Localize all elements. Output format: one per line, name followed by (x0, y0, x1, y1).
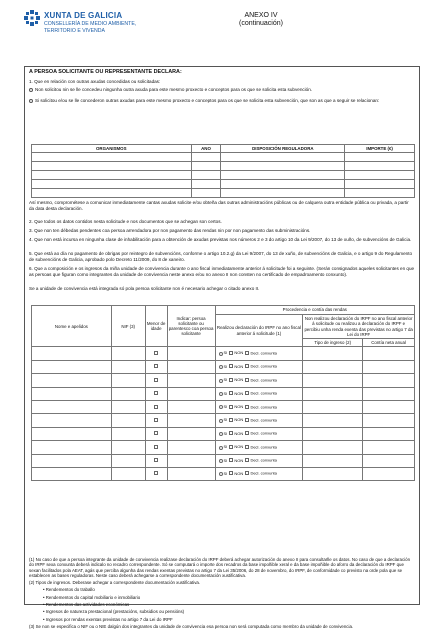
minor-checkbox[interactable] (154, 431, 158, 435)
table-row[interactable] (32, 427, 415, 440)
income-type-3: • Rendementos das actividades económicas (43, 601, 130, 607)
income-type-1: • Rendementos do traballo (43, 587, 95, 593)
cell-minor[interactable] (145, 414, 167, 427)
radio-no[interactable] (229, 351, 233, 355)
option-no-aid[interactable]: Non solicitou nin se lle concedeu ningunha outra axuda para este mesmo proxecto e conceptos para os que se solicita esta subvención. (29, 87, 415, 93)
label-yes: SI (223, 470, 228, 476)
joint-checkbox[interactable] (245, 431, 249, 435)
table-row[interactable] (32, 171, 415, 180)
minor-checkbox[interactable] (154, 405, 158, 409)
cell-relationship[interactable] (167, 467, 215, 480)
label-no: NON (234, 390, 244, 396)
declaration-form (24, 66, 420, 629)
cell-relationship[interactable] (167, 374, 215, 387)
col-irpf: Realizou declaración do IRPF no ano fiscal anterior á solicitude (1) (215, 315, 303, 347)
label-yes: SI (223, 417, 228, 423)
form-title: A PERSOA SOLICITANTE OU REPRESENTANTE DECLARA: (29, 69, 182, 75)
cell-irpf (215, 360, 303, 373)
cell-name[interactable] (32, 387, 112, 400)
footnote-2: (2) Tipos de ingresos. Deberase achegar a correspondente documentación xustificativa. (29, 580, 201, 586)
label-no: NON (234, 350, 244, 356)
declaration-4: 4. Que non está incursa en ningunha clase de inhabilitación para a obtención de axudas previstas nos números 2 e 3 do artigo 10 da Lei 9/2007, do 13 de xuño, de subvencións de Galicia. (29, 237, 412, 242)
table-row[interactable] (32, 162, 415, 171)
cell-nif[interactable] (111, 400, 145, 413)
col-importe: IMPORTE (€) (345, 145, 415, 153)
radio-no[interactable] (229, 364, 233, 368)
label-yes: SI (223, 444, 228, 450)
footnotes (29, 557, 415, 631)
label-no: NON (234, 457, 244, 463)
logo-name: XUNTA DE GALICIA (44, 11, 123, 20)
cell-income-type[interactable] (303, 414, 363, 427)
col-name: Nome e apelidos (32, 306, 112, 347)
cell-nif[interactable] (111, 414, 145, 427)
col-disposicion: DISPOSICIÓN REGULADORA (221, 145, 345, 153)
table-row[interactable] (32, 347, 415, 360)
cell-name[interactable] (32, 441, 112, 454)
cell-net-amount[interactable] (363, 467, 415, 480)
radio-yes[interactable] (219, 365, 223, 369)
label-joint: Decl. conxunta (250, 417, 277, 423)
minor-checkbox[interactable] (154, 445, 158, 449)
radio-no[interactable] (229, 471, 233, 475)
label-no: NON (234, 470, 244, 476)
logo-subtitle-2: TERRITORIO E VIVENDA (44, 27, 106, 34)
cell-income-type[interactable] (303, 347, 363, 360)
income-type-2: • Rendementos do capital mobiliario e inmobiliario (43, 594, 141, 600)
label-joint: Decl. conxunta (250, 470, 277, 476)
radio-no[interactable] (229, 431, 233, 435)
label-yes: SI (223, 390, 228, 396)
minor-checkbox[interactable] (154, 471, 158, 475)
cell-nif[interactable] (111, 427, 145, 440)
cell-irpf (215, 347, 303, 360)
cell-name[interactable] (32, 360, 112, 373)
label-joint: Decl. conxunta (250, 377, 277, 383)
cell-irpf (215, 414, 303, 427)
annex-title: ANEXO IV (244, 12, 278, 19)
radio-yes[interactable] (219, 392, 223, 396)
label-joint: Decl. conxunta (250, 403, 277, 409)
joint-checkbox[interactable] (245, 378, 249, 382)
cell-irpf (215, 427, 303, 440)
label-joint: Decl. conxunta (250, 444, 277, 450)
label-joint: Decl. conxunta (250, 430, 277, 436)
cell-name[interactable] (32, 427, 112, 440)
cell-net-amount[interactable] (363, 347, 415, 360)
footnote-3: (3) Se non se especifica o NIF ou o NIE dalgún dos integrantes da unidade de convivencia esa persoa non será computada como membro da unidade de convivencia. (29, 623, 354, 629)
cell-irpf (215, 454, 303, 467)
question-1: 1. Que en relación con outras axudas concedidas ou solicitadas: (29, 79, 161, 84)
minor-checkbox[interactable] (154, 391, 158, 395)
cell-nif[interactable] (111, 387, 145, 400)
cell-nif[interactable] (111, 360, 145, 373)
col-relationship: Indicar: persoa solicitante ou parentesco coa persoa solicitante (167, 306, 215, 347)
option-other-aid[interactable]: Si solicitou e/ou se lle concederon outras axudas para este mesmo proxecto e conceptos para os que se solicita esta subvención, que son as que a seguir se relacionan: (29, 98, 415, 104)
cell-income-type[interactable] (303, 387, 363, 400)
radio-no[interactable] (229, 418, 233, 422)
radio-yes[interactable] (219, 459, 223, 463)
cell-minor[interactable] (145, 427, 167, 440)
cell-net-amount[interactable] (363, 400, 415, 413)
table-row[interactable] (32, 153, 415, 162)
cell-income-type[interactable] (303, 360, 363, 373)
cell-income-type[interactable] (303, 454, 363, 467)
radio-yes[interactable] (219, 419, 223, 423)
logo-subtitle-1: CONSELLERÍA DE MEDIO AMBIENTE, (44, 20, 137, 27)
cell-nif[interactable] (111, 454, 145, 467)
cell-net-amount[interactable] (363, 387, 415, 400)
label-yes: SI (223, 377, 228, 383)
cell-irpf (215, 467, 303, 480)
minor-checkbox[interactable] (154, 364, 158, 368)
minor-checkbox[interactable] (154, 458, 158, 462)
page-header (24, 10, 420, 50)
cell-income-type[interactable] (303, 427, 363, 440)
col-ano: ANO (191, 145, 221, 153)
cell-relationship[interactable] (167, 400, 215, 413)
radio-no[interactable] (229, 445, 233, 449)
cell-net-amount[interactable] (363, 427, 415, 440)
joint-checkbox[interactable] (245, 351, 249, 355)
minor-checkbox[interactable] (154, 351, 158, 355)
cell-net-amount[interactable] (363, 454, 415, 467)
label-no: NON (234, 363, 244, 369)
label-yes: SI (223, 350, 228, 356)
cell-income-type[interactable] (303, 441, 363, 454)
label-no: NON (234, 377, 244, 383)
declaration-5: 5. Que está ao día no pagamento de obrigas por reintegro de subvencións, conforme o artigo 10.2.g) da Lei 9/2007, do 13 de xuño, de subvencións de Galicia, e o artigo 9 do Regulamento de subvencións de Galicia, aprobado polo Decreto 11/2009, do 8 de xaneiro. (29, 251, 413, 262)
radio-yes[interactable] (219, 432, 223, 436)
col-organismos: ORGANISMOS (32, 145, 192, 153)
cell-minor[interactable] (145, 347, 167, 360)
cell-name[interactable] (32, 400, 112, 413)
radio-no[interactable] (229, 458, 233, 462)
label-yes: SI (223, 430, 228, 436)
cell-minor[interactable] (145, 360, 167, 373)
table-row[interactable] (32, 360, 415, 373)
radio-yes[interactable] (219, 379, 223, 383)
radio-no-aid[interactable] (29, 88, 33, 92)
declaration-6: 6. Que a composición e os ingresos da miña unidade de convivencia durante o ano fiscal inmediatamente anterior á solicitude foi a seguinte. (Serán consignados aqueles solicitantes en que as persoas que figuran como integrantes da unidade de convivencia neste anexo e/ou no anexo II non consten no certificado de empadroamento conxunto). (29, 266, 415, 277)
cell-minor[interactable] (145, 441, 167, 454)
label-joint: Decl. conxunta (250, 457, 277, 463)
cell-minor[interactable] (145, 374, 167, 387)
cell-nif[interactable] (111, 347, 145, 360)
income-type-4: • Ingresos de natureza prestacional (prestacións, subsidios ou pensións) (43, 609, 185, 615)
minor-checkbox[interactable] (154, 378, 158, 382)
cell-net-amount[interactable] (363, 360, 415, 373)
joint-checkbox[interactable] (245, 418, 249, 422)
col-nif: NIF (3) (111, 306, 145, 347)
table-row[interactable] (32, 467, 415, 480)
label-yes: SI (223, 363, 228, 369)
col-income-group: Procedencia e contía das rendas (215, 306, 414, 315)
table-row[interactable] (32, 189, 415, 198)
cell-nif[interactable] (111, 467, 145, 480)
cell-irpf (215, 441, 303, 454)
table-row[interactable] (32, 387, 415, 400)
cell-name[interactable] (32, 414, 112, 427)
cell-name[interactable] (32, 454, 112, 467)
table-row[interactable] (32, 374, 415, 387)
declaration-2: 2. Que todos os datos contidos nesta solicitude e nos documentos que se achegan son certos. (29, 219, 222, 224)
cell-relationship[interactable] (167, 387, 215, 400)
table-row[interactable] (32, 441, 415, 454)
radio-no[interactable] (229, 391, 233, 395)
unit-note: Se a unidade de convivencia está integrada só pola persoa solicitante non é necesario achegar o citado anexo II. (29, 286, 260, 291)
cell-net-amount[interactable] (363, 414, 415, 427)
cell-irpf (215, 374, 303, 387)
cell-irpf (215, 400, 303, 413)
joint-checkbox[interactable] (245, 364, 249, 368)
table-row[interactable] (32, 180, 415, 189)
household-table (31, 305, 415, 481)
label-no: NON (234, 403, 244, 409)
col-income-type: Tipo de ingreso (2) (303, 339, 363, 347)
radio-no[interactable] (229, 378, 233, 382)
xunta-logo-icon (24, 10, 40, 26)
declaration-3: 3. Que non ten débedas pendentes coa persoa arrendadora por non pagamento das rendas nin por non pagamento das subministracións. (29, 228, 311, 233)
cell-relationship[interactable] (167, 441, 215, 454)
joint-checkbox[interactable] (245, 391, 249, 395)
cell-income-type[interactable] (303, 400, 363, 413)
label-joint: Decl. conxunta (250, 350, 277, 356)
col-no-irpf: Non realizou declaración do IRPF no ano fiscal anterior á solicitude ou realizou a declaración do IRPF e percibiu unha renda exenta das previstas no artigo 7 da Lei do IRPF (304, 316, 413, 337)
aid-table (31, 144, 415, 198)
cell-relationship[interactable] (167, 454, 215, 467)
annex-heading (216, 12, 306, 29)
cell-relationship[interactable] (167, 427, 215, 440)
income-type-5: • Ingresos por rendas exentas previstas no artigo 7 da Lei do IRPF (43, 616, 173, 622)
radio-other-aid[interactable] (29, 99, 33, 103)
cell-income-type[interactable] (303, 374, 363, 387)
commitment-text: Así mesmo, comprométese a comunicar inmediatamente cantas axudas solicite e/ou obteña das outras administracións públicas ou de calquera outra entidade pública ou privada, a partir da data desta declaración. (29, 200, 409, 211)
cell-relationship[interactable] (167, 360, 215, 373)
cell-relationship[interactable] (167, 347, 215, 360)
cell-minor[interactable] (145, 400, 167, 413)
col-minor: Menor de idade (145, 306, 167, 347)
label-yes: SI (223, 457, 228, 463)
table-row[interactable] (32, 454, 415, 467)
cell-income-type[interactable] (303, 467, 363, 480)
label-joint: Decl. conxunta (250, 390, 277, 396)
col-net-amount: Contía neta anual (363, 339, 415, 347)
cell-nif[interactable] (111, 374, 145, 387)
radio-yes[interactable] (219, 405, 223, 409)
cell-nif[interactable] (111, 441, 145, 454)
joint-checkbox[interactable] (245, 471, 249, 475)
cell-minor[interactable] (145, 467, 167, 480)
cell-minor[interactable] (145, 454, 167, 467)
cell-name[interactable] (32, 347, 112, 360)
cell-minor[interactable] (145, 387, 167, 400)
table-row[interactable] (32, 400, 415, 413)
label-no: NON (234, 417, 244, 423)
minor-checkbox[interactable] (154, 418, 158, 422)
radio-yes[interactable] (219, 446, 223, 450)
joint-checkbox[interactable] (245, 458, 249, 462)
label-joint: Decl. conxunta (250, 363, 277, 369)
table-row[interactable] (32, 414, 415, 427)
joint-checkbox[interactable] (245, 445, 249, 449)
cell-name[interactable] (32, 374, 112, 387)
cell-irpf (215, 387, 303, 400)
radio-yes[interactable] (219, 472, 223, 476)
joint-checkbox[interactable] (245, 405, 249, 409)
label-no: NON (234, 444, 244, 450)
cell-name[interactable] (32, 467, 112, 480)
label-no: NON (234, 430, 244, 436)
cell-relationship[interactable] (167, 414, 215, 427)
cell-net-amount[interactable] (363, 374, 415, 387)
radio-yes[interactable] (219, 352, 223, 356)
label-yes: SI (223, 403, 228, 409)
annex-subtitle: (continuación) (239, 20, 283, 28)
footnote-1: (1) No caso de que a persoa integrante da unidade de convivencia realizase declaración do IRPF deberá achegar autorización do anexo II para consultarlle os datos. No caso de que a declaración do IRPF sexa conxunta deberá indicalo no recadro correspondente. Só se computará o importe dos recadros da base impoñible xeral e da base impoñible do aforro da declaración do IRPF que sexan facilitados pola AEAT, agás que perciba algunha das rendas exentas previstas no artigo 7 da Lei 35/2006, do 28 de novembro, do IRPF, de conformidade co previsto na orde pola que se establecen as bases reguladoras. Neste caso deberá achegarse a correspondente documentación xustificativa. (29, 557, 411, 578)
cell-net-amount[interactable] (363, 441, 415, 454)
radio-no[interactable] (229, 405, 233, 409)
